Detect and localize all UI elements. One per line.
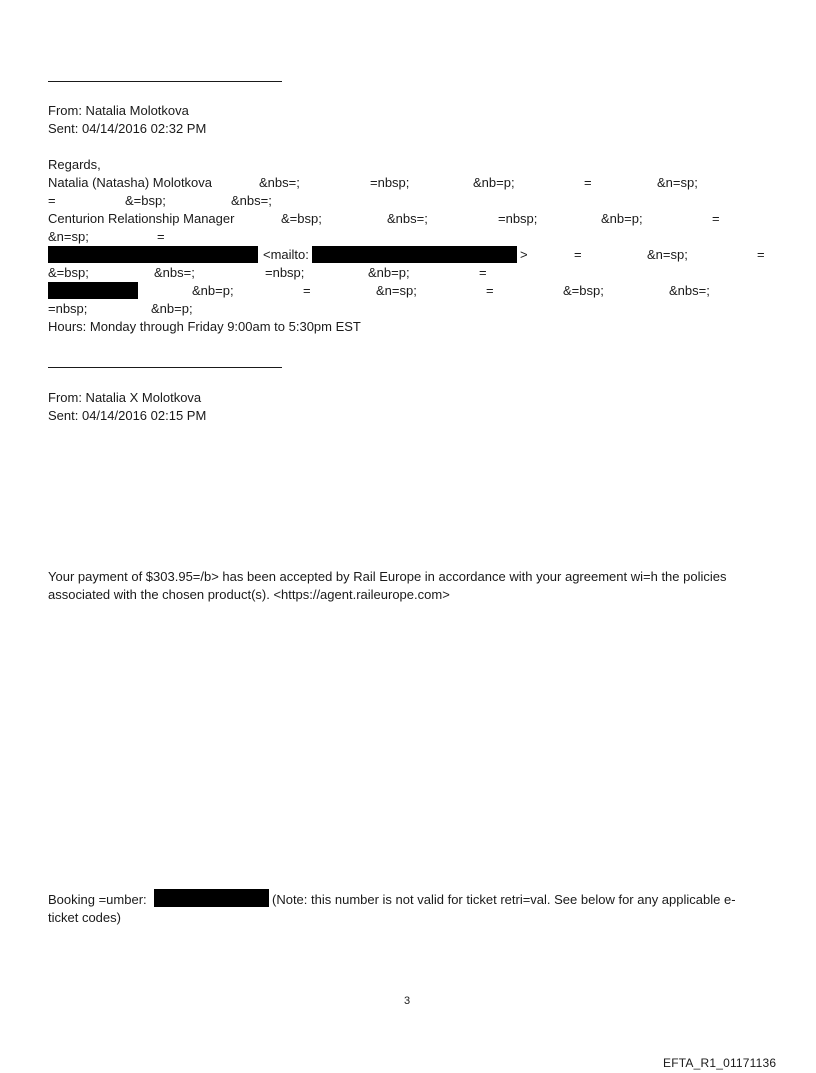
redaction-box — [48, 282, 138, 299]
sig-entity: = — [479, 265, 487, 280]
sig-entity: &nbs=; — [259, 175, 300, 190]
sig-entity: =nbsp; — [370, 175, 410, 190]
redaction-box — [48, 246, 258, 263]
separator-rule-middle — [48, 367, 282, 368]
booking-note-continued: ticket codes) — [48, 910, 121, 925]
page-number: 3 — [404, 995, 411, 1007]
sig-entity: &n=sp; — [657, 175, 698, 190]
sig-entity: = — [486, 283, 494, 298]
sig-mailto: <mailto: — [263, 247, 309, 262]
signature-regards: Regards, — [48, 157, 101, 172]
sig-entity: = — [584, 175, 592, 190]
sig-entity: &=bsp; — [125, 193, 166, 208]
sig-entity: =nbsp; — [265, 265, 305, 280]
email2-sent: Sent: 04/14/2016 02:15 PM — [48, 408, 207, 423]
sig-entity: &n=sp; — [376, 283, 417, 298]
separator-rule-top — [48, 81, 282, 82]
sig-entity: = — [157, 229, 165, 244]
sig-entity: &nbs=; — [669, 283, 710, 298]
email2-from: From: Natalia X Molotkova — [48, 390, 202, 405]
sig-entity: = — [303, 283, 311, 298]
document-id: EFTA_R1_01171136 — [663, 1056, 777, 1070]
sig-entity: &nbs=; — [231, 193, 272, 208]
signature-title: Centurion Relationship Manager — [48, 211, 235, 226]
sig-entity: &=bsp; — [48, 265, 89, 280]
signature-hours: Hours: Monday through Friday 9:00am to 5:30pm EST — [48, 319, 361, 334]
sig-entity: &n=sp; — [647, 247, 688, 262]
sig-entity: =nbsp; — [498, 211, 538, 226]
sig-entity: &nb=p; — [151, 301, 193, 316]
sig-entity: &nb=p; — [368, 265, 410, 280]
sig-entity: &nb=p; — [601, 211, 643, 226]
sig-entity: = — [48, 193, 56, 208]
sig-entity: &nb=p; — [192, 283, 234, 298]
sig-entity: &=bsp; — [281, 211, 322, 226]
sig-entity: = — [712, 211, 720, 226]
sig-entity: =nbsp; — [48, 301, 88, 316]
sig-entity: &nb=p; — [473, 175, 515, 190]
redaction-box — [154, 889, 269, 907]
email1-from: From: Natalia Molotkova — [48, 103, 189, 118]
sig-entity: &=bsp; — [563, 283, 604, 298]
sig-entity: &nbs=; — [154, 265, 195, 280]
booking-label: Booking =umber: — [48, 892, 147, 907]
sig-entity: = — [574, 247, 582, 262]
email1-sent: Sent: 04/14/2016 02:32 PM — [48, 121, 207, 136]
sig-entity: &nbs=; — [387, 211, 428, 226]
booking-note: (Note: this number is not valid for ticket retri=val. See below for any applicable e- — [272, 892, 736, 907]
redaction-box — [312, 246, 517, 263]
signature-name: Natalia (Natasha) Molotkova — [48, 175, 213, 190]
sig-entity: &n=sp; — [48, 229, 89, 244]
sig-entity: = — [757, 247, 765, 262]
sig-entity: > — [520, 247, 528, 262]
payment-paragraph: Your payment of $303.95=/b> has been accepted by Rail Europe in accordance with your agreement wi=h the policies associated with the chosen product(s). <https://agent.raileurope.com> — [48, 569, 727, 602]
